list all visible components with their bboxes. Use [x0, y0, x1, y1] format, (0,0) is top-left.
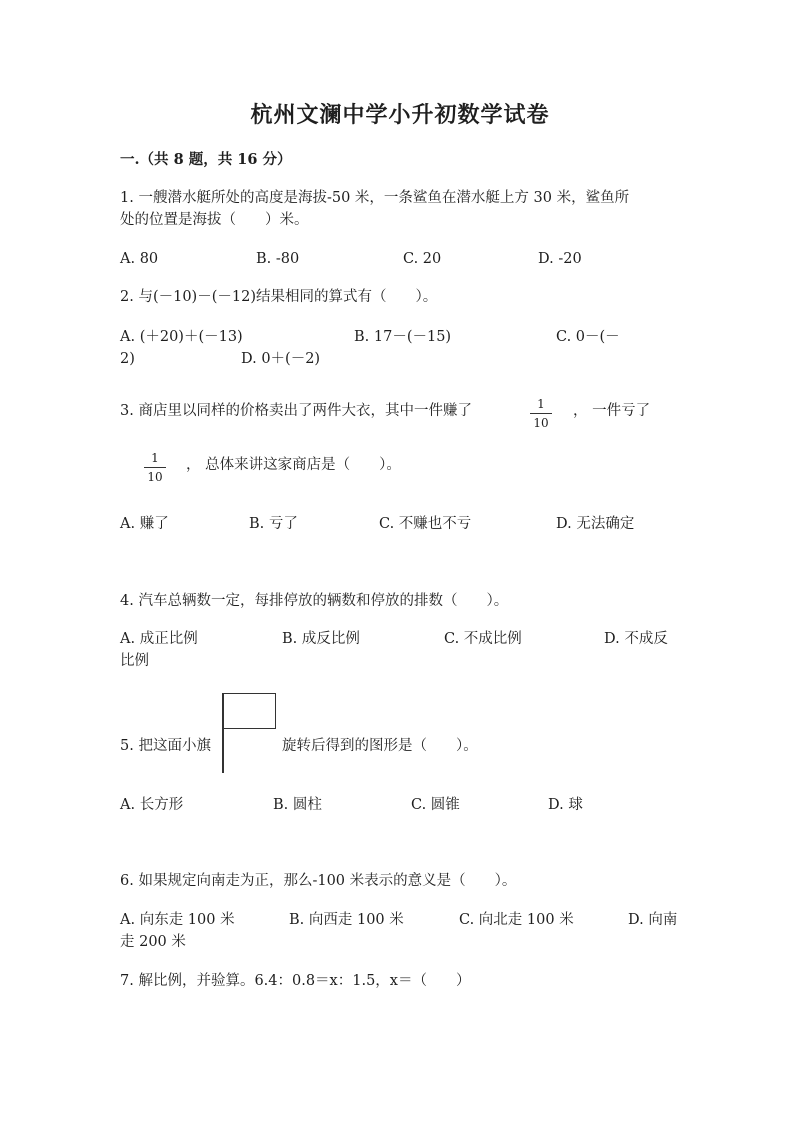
fraction-one-tenth-2 — [143, 451, 167, 484]
q4-option-a[interactable]: A. 成正比例 — [120, 631, 198, 647]
q6-option-c[interactable]: C. 向北走 100 米 — [459, 912, 574, 928]
q2-option-c-continued: 2) — [120, 351, 135, 367]
q3-option-d[interactable]: D. 无法确定 — [556, 516, 635, 532]
q1-option-b[interactable]: B. -80 — [256, 251, 300, 267]
q6-option-d-continued: 走 200 米 — [120, 934, 186, 950]
fraction-denominator: 10 — [533, 416, 549, 430]
q2-option-d[interactable]: D. 0＋(－2) — [241, 351, 321, 367]
flag-icon — [224, 693, 276, 729]
question-3-part-3: ， 总体来讲这家商店是（ ）。 — [186, 457, 401, 473]
q1-option-d[interactable]: D. -20 — [538, 251, 582, 267]
question-6: 6. 如果规定向南走为正，那么-100 米表示的意义是（ ）。 — [120, 873, 517, 889]
q4-option-d-continued: 比例 — [120, 653, 149, 669]
page-title: 杭州文澜中学小升初数学试卷 — [250, 102, 550, 128]
q1-option-a[interactable]: A. 80 — [120, 251, 159, 267]
q6-option-a[interactable]: A. 向东走 100 米 — [120, 912, 235, 928]
question-4: 4. 汽车总辆数一定，每排停放的辆数和停放的排数（ ）。 — [120, 593, 509, 609]
question-5-part-2: 旋转后得到的图形是（ ）。 — [282, 738, 478, 754]
q5-option-c[interactable]: C. 圆锥 — [411, 797, 460, 813]
question-1-line-1: 1. 一艘潜水艇所处的高度是海拔-50 米，一条鲨鱼在潜水艇上方 30 米，鲨鱼所 — [120, 190, 630, 206]
q2-option-b[interactable]: B. 17－(－15) — [354, 329, 452, 345]
fraction-numerator: 1 — [537, 397, 545, 411]
q3-option-a[interactable]: A. 赚了 — [120, 516, 169, 532]
q2-option-c[interactable]: C. 0－(－ — [556, 329, 620, 345]
question-5-part-1: 5. 把这面小旗 — [120, 738, 211, 754]
question-3-part-1: 3. 商店里以同样的价格卖出了两件大衣，其中一件赚了 — [120, 403, 472, 419]
q5-option-a[interactable]: A. 长方形 — [120, 797, 184, 813]
section-header: 一.（共 8 题，共 16 分） — [120, 151, 292, 168]
question-7: 7. 解比例，并验算。6.4：0.8＝x：1.5，x＝（ ） — [120, 973, 471, 989]
q4-option-b[interactable]: B. 成反比例 — [282, 631, 360, 647]
q5-option-d[interactable]: D. 球 — [548, 797, 583, 813]
q6-option-d[interactable]: D. 向南 — [628, 912, 678, 928]
q1-option-c[interactable]: C. 20 — [403, 251, 442, 267]
q4-option-c[interactable]: C. 不成比例 — [444, 631, 522, 647]
q4-option-d[interactable]: D. 不成反 — [604, 631, 668, 647]
question-2: 2. 与(－10)－(－12)结果相同的算式有（ ）。 — [120, 289, 438, 305]
fraction-bar — [144, 467, 166, 468]
q5-option-b[interactable]: B. 圆柱 — [273, 797, 322, 813]
q3-option-b[interactable]: B. 亏了 — [249, 516, 298, 532]
question-1-line-2: 处的位置是海拔（ ）米。 — [120, 212, 309, 228]
q3-option-c[interactable]: C. 不赚也不亏 — [379, 516, 472, 532]
fraction-one-tenth — [529, 397, 553, 430]
q6-option-b[interactable]: B. 向西走 100 米 — [289, 912, 404, 928]
fraction-numerator: 1 — [151, 451, 159, 465]
q2-option-a[interactable]: A. (＋20)＋(－13) — [120, 329, 243, 345]
fraction-denominator: 10 — [147, 470, 163, 484]
fraction-bar — [530, 413, 552, 414]
question-3-part-2: ， 一件亏了 — [573, 403, 651, 419]
